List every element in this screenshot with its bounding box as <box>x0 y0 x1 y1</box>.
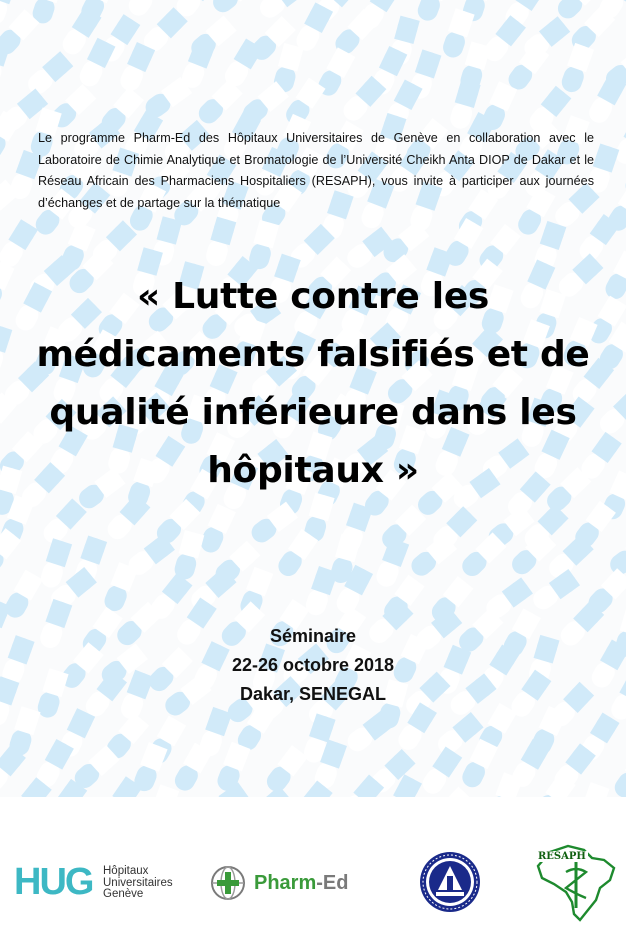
intro-paragraph: Le programme Pharm-Ed des Hôpitaux Universitaires de Genève en collaboration avec le Laboratoire de Chimie Analytique et Bromatologie de l’Université Cheikh Anta DIOP de Dakar et le Réseau Africain des Pharmaciens Hospitaliers (RESAPH), vous invite à participer aux journées d’échanges et de partage sur la thématique <box>38 131 594 210</box>
pharmed-logo-text <box>254 871 348 895</box>
university-seal-icon <box>418 850 482 914</box>
event-details <box>0 622 626 709</box>
event-location: Dakar, SENEGAL <box>239 684 387 704</box>
event-type: Séminaire <box>269 626 357 646</box>
pharmed-globe-icon <box>210 865 246 901</box>
hug-line: Universitaires <box>103 876 173 889</box>
hug-logo-text <box>103 866 173 901</box>
hug-logo-mark: HUG <box>14 861 93 903</box>
seminar-title: « Lutte contre les médicaments falsifiés et de qualité inférieure dans les hôpitaux » <box>36 276 590 491</box>
event-dates: 22-26 octobre 2018 <box>231 655 395 675</box>
pharmed-prefix: Pharm <box>254 872 317 894</box>
pharmed-suffix: -Ed <box>316 872 349 894</box>
hug-line: Hôpitaux <box>103 865 149 877</box>
resaph-logo-text: RESAPH <box>538 851 586 862</box>
hug-line: Genève <box>103 888 144 900</box>
